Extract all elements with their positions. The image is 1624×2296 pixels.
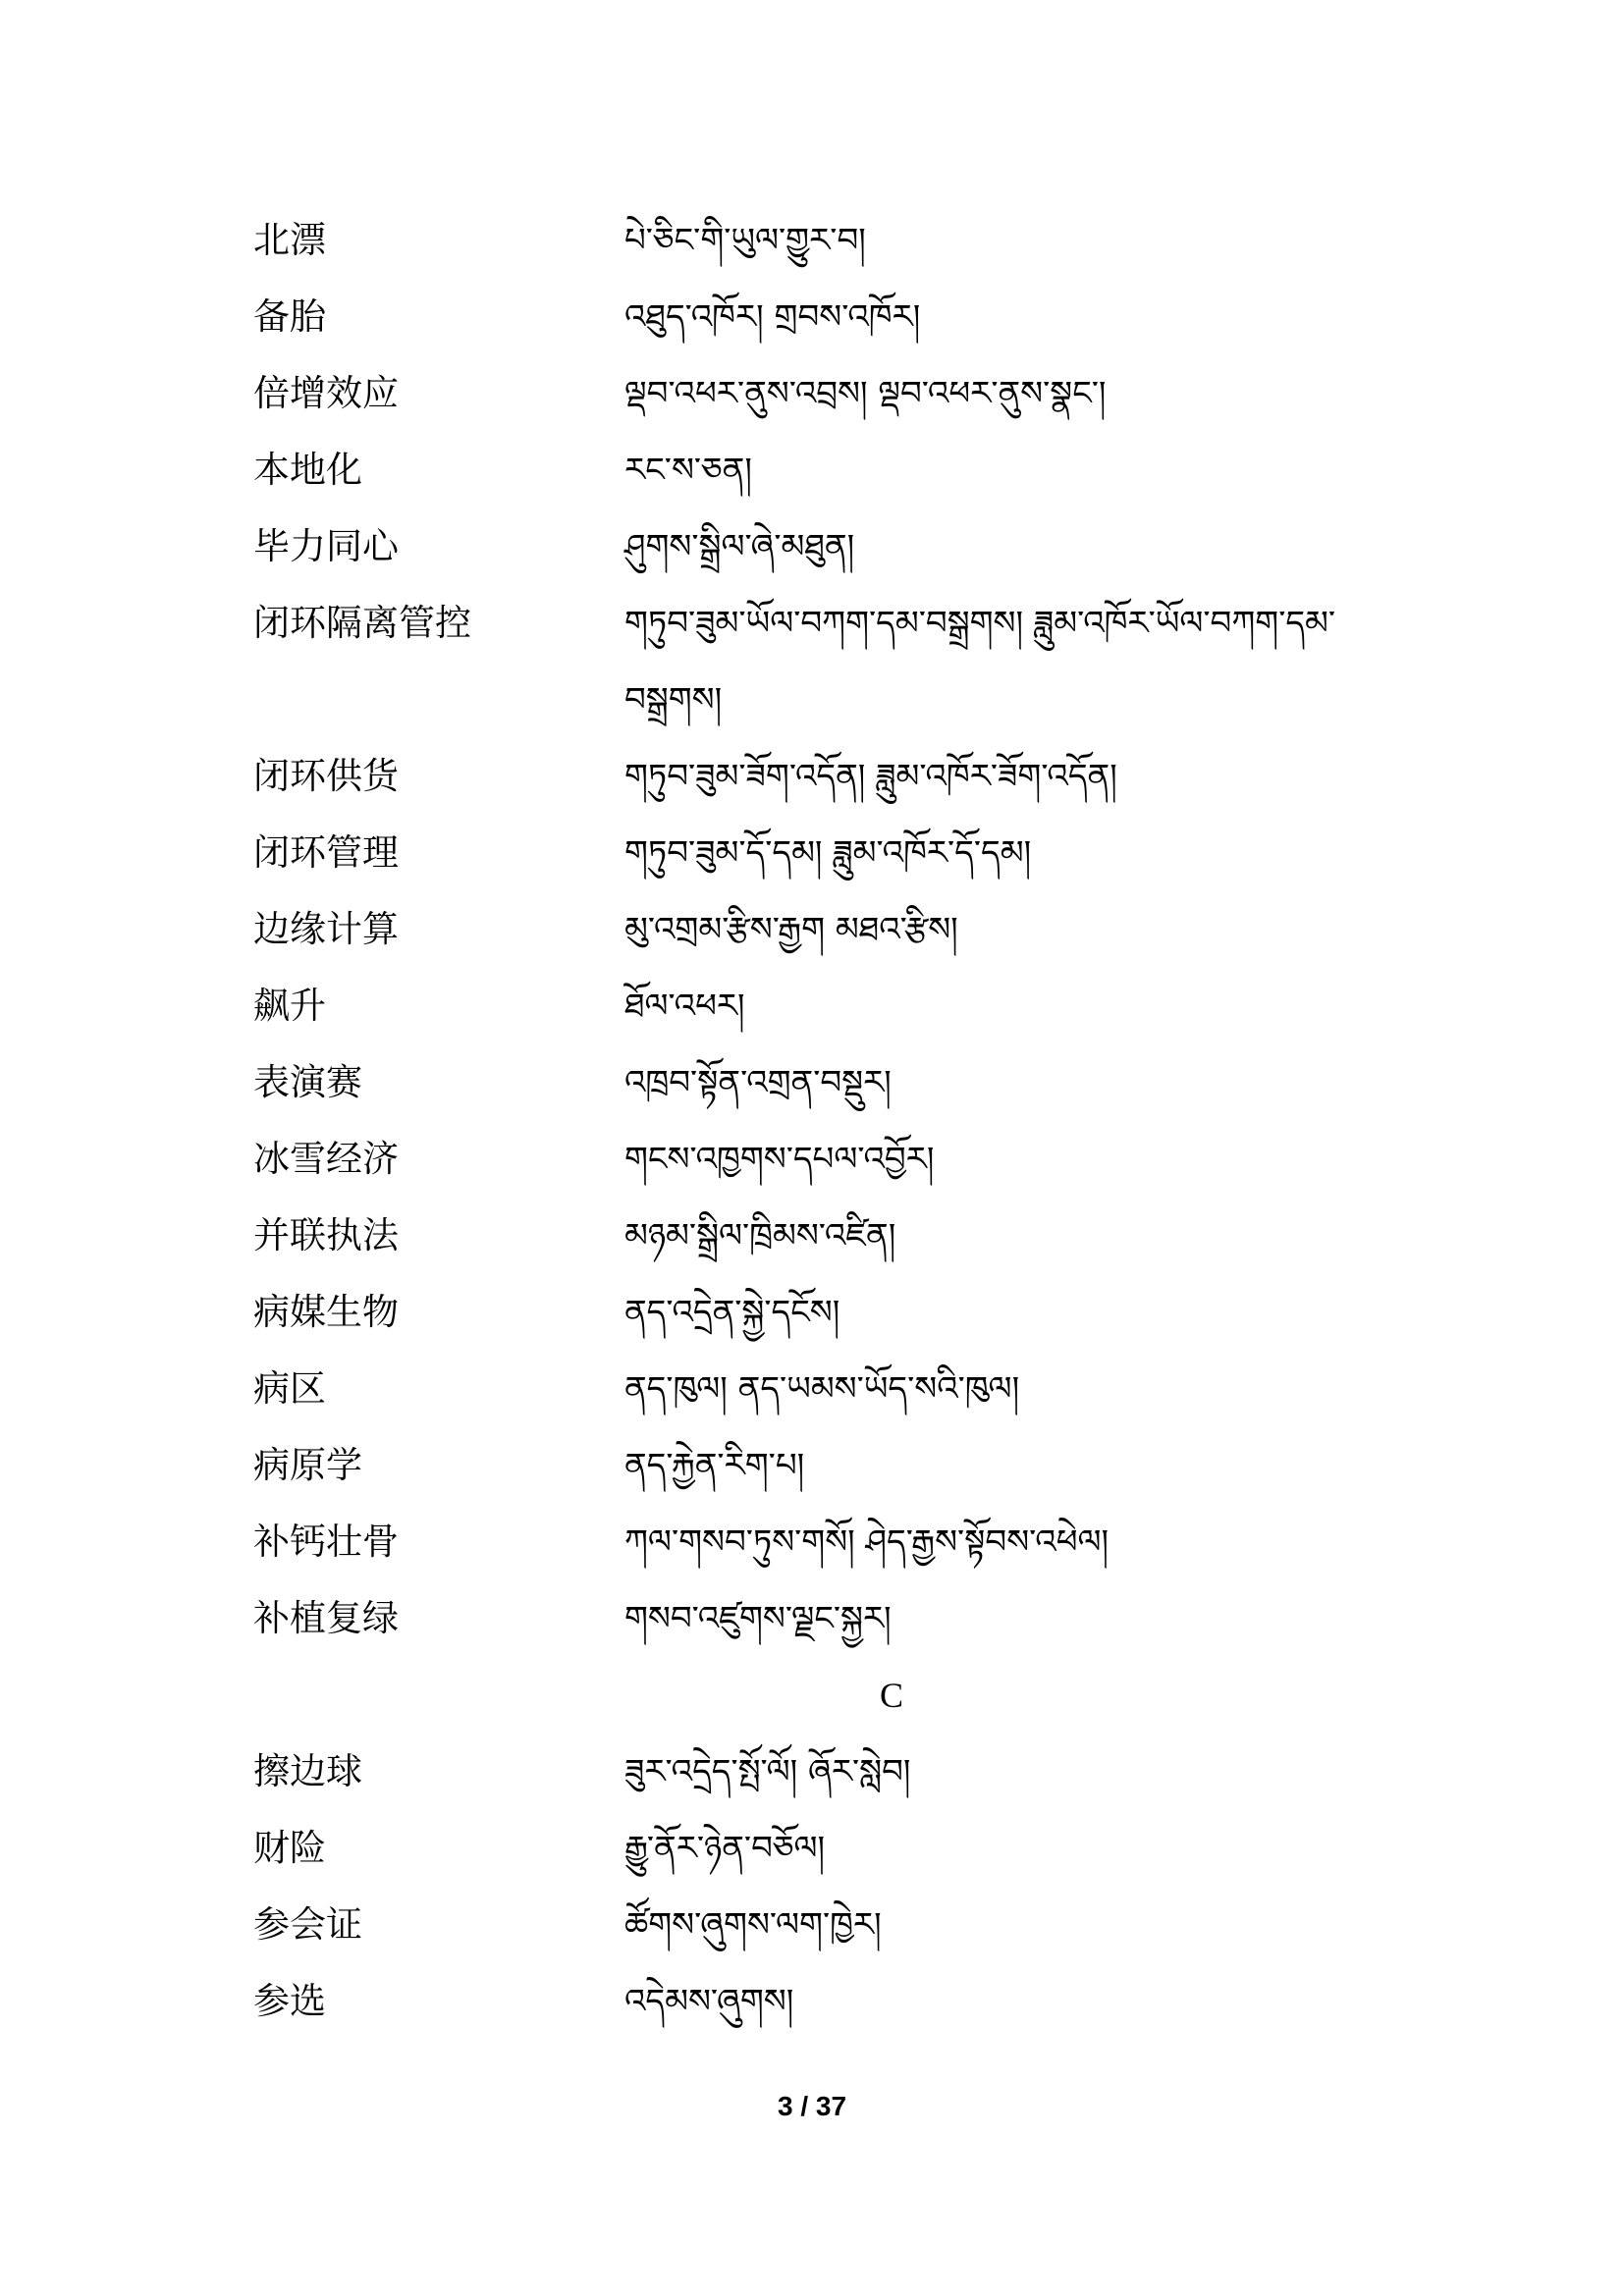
glossary-entry — [253, 585, 1373, 738]
tibetan-translation: གཏུབ་ཟུམ་དོ་དམ། ཟླུམ་འཁོར་དོ་དམ། — [624, 833, 1032, 873]
page-total: 37 — [815, 2091, 847, 2121]
tibetan-translation: འཐུད་འཁོར། གྲབས་འཁོར། — [624, 297, 921, 337]
page-current: 3 — [777, 2091, 793, 2121]
chinese-term: 飙升 — [253, 985, 326, 1027]
chinese-term: 病媒生物 — [253, 1291, 399, 1333]
tibetan-translation: འདེམས་ཞུགས། — [624, 1982, 794, 2021]
chinese-term: 参选 — [253, 1980, 326, 2022]
chinese-term: 备胎 — [253, 295, 326, 338]
glossary-entry — [253, 432, 1373, 508]
tibetan-translation: ཤུགས་སྒྲིལ་ཞེ་མཐུན། — [624, 527, 855, 566]
chinese-term: 倍增效应 — [253, 372, 399, 414]
glossary-entry — [253, 738, 1373, 815]
tibetan-translation: གཏུབ་ཟུམ་ཟོག་འདོན། ཟླུམ་འཁོར་ཟོག་འདོན། — [624, 757, 1117, 796]
tibetan-translation: ཟུར་འདྲེད་སྤོ་ལོ། ཞོར་སླེབ། — [624, 1752, 911, 1791]
glossary-list — [253, 202, 1373, 2040]
section-letter-heading: C — [879, 1676, 903, 1715]
chinese-term: 并联执法 — [253, 1214, 399, 1256]
glossary-entry — [253, 279, 1373, 355]
chinese-term: 闭环供货 — [253, 755, 399, 797]
tibetan-translation: གསབ་འཛུགས་ལྗང་སྐྱར། — [624, 1599, 892, 1638]
glossary-entry — [253, 1963, 1373, 2040]
glossary-entry — [253, 1198, 1373, 1274]
chinese-term: 冰雪经济 — [253, 1138, 399, 1180]
page-separator: / — [800, 2091, 809, 2121]
tibetan-translation: ནད་ཁུལ། ནད་ཡམས་ཡོད་སའི་ཁུལ། — [624, 1369, 1020, 1409]
glossary-entry — [253, 355, 1373, 432]
tibetan-translation: ཀལ་གསབ་ཏུས་གསོ། ཤེད་རྒྱས་སྟོབས་འཕེལ། — [624, 1522, 1110, 1562]
chinese-term: 补植复绿 — [253, 1597, 399, 1639]
tibetan-translation: འཁྲབ་སྟོན་འགྲན་བསྡུར། — [624, 1063, 892, 1102]
tibetan-translation: ནད་འདྲེན་སྐྱེ་དངོས། — [624, 1293, 840, 1332]
tibetan-translation: ནད་རྐྱེན་རིག་པ། — [624, 1446, 805, 1485]
chinese-term: 边缘计算 — [253, 908, 399, 950]
chinese-term: 闭环管理 — [253, 831, 399, 874]
glossary-entry — [253, 202, 1373, 279]
glossary-entry — [253, 1121, 1373, 1198]
glossary-entry — [253, 815, 1373, 891]
tibetan-translation: པེ་ཅིང་གི་ཡུལ་གྱུར་བ། — [624, 221, 866, 260]
tibetan-translation: ཐོལ་འཕར། — [624, 987, 745, 1026]
chinese-term: 病原学 — [253, 1444, 362, 1486]
tibetan-translation: མཉམ་སྒྲིལ་ཁྲིམས་འཛིན། — [624, 1216, 896, 1255]
chinese-term: 擦边球 — [253, 1750, 362, 1792]
glossary-entry — [253, 1504, 1373, 1580]
tibetan-translation: མུ་འགྲམ་རྩིས་རྒྱག མཐའ་རྩིས། — [624, 910, 958, 949]
glossary-entry — [253, 1351, 1373, 1427]
chinese-term: 闭环隔离管控 — [253, 602, 471, 644]
chinese-term: 补钙壮骨 — [253, 1521, 399, 1563]
chinese-term: 财险 — [253, 1827, 326, 1869]
chinese-term: 北漂 — [253, 219, 326, 261]
chinese-term: 参会证 — [253, 1903, 362, 1946]
tibetan-translation: གངས་འཁྱགས་དཔལ་འབྱོར། — [624, 1140, 935, 1179]
chinese-term: 病区 — [253, 1367, 326, 1410]
glossary-entry — [253, 1810, 1373, 1887]
tibetan-translation: ཚོགས་ཞུགས་ལག་ཁྱེར། — [624, 1905, 882, 1945]
chinese-term: 本地化 — [253, 449, 362, 491]
glossary-entry — [253, 508, 1373, 585]
glossary-entry — [253, 1580, 1373, 1657]
glossary-entry — [253, 1734, 1373, 1810]
glossary-entry — [253, 1427, 1373, 1504]
glossary-entry — [253, 1044, 1373, 1121]
glossary-entry — [253, 1887, 1373, 1963]
tibetan-translation: རང་ས་ཅན། — [624, 451, 752, 490]
chinese-term: 毕力同心 — [253, 525, 399, 567]
tibetan-translation: རྒྱུ་ནོར་ཉེན་བཅོལ། — [624, 1829, 826, 1868]
glossary-entry — [253, 891, 1373, 968]
chinese-term: 表演赛 — [253, 1061, 362, 1103]
glossary-entry — [253, 968, 1373, 1044]
page-number — [0, 2091, 1624, 2122]
tibetan-translation: གཏུབ་ཟུམ་ཡོལ་བཀག་དམ་བསྒྲགས། ཟླུམ་འཁོར་ཡོལ་བཀག་དམ་བསྒྲགས། — [624, 604, 1336, 720]
tibetan-translation: ལྡབ་འཕར་ནུས་འབྲས། ལྡབ་འཕར་ནུས་སྣང་། — [624, 374, 1107, 413]
glossary-entry — [253, 1274, 1373, 1351]
